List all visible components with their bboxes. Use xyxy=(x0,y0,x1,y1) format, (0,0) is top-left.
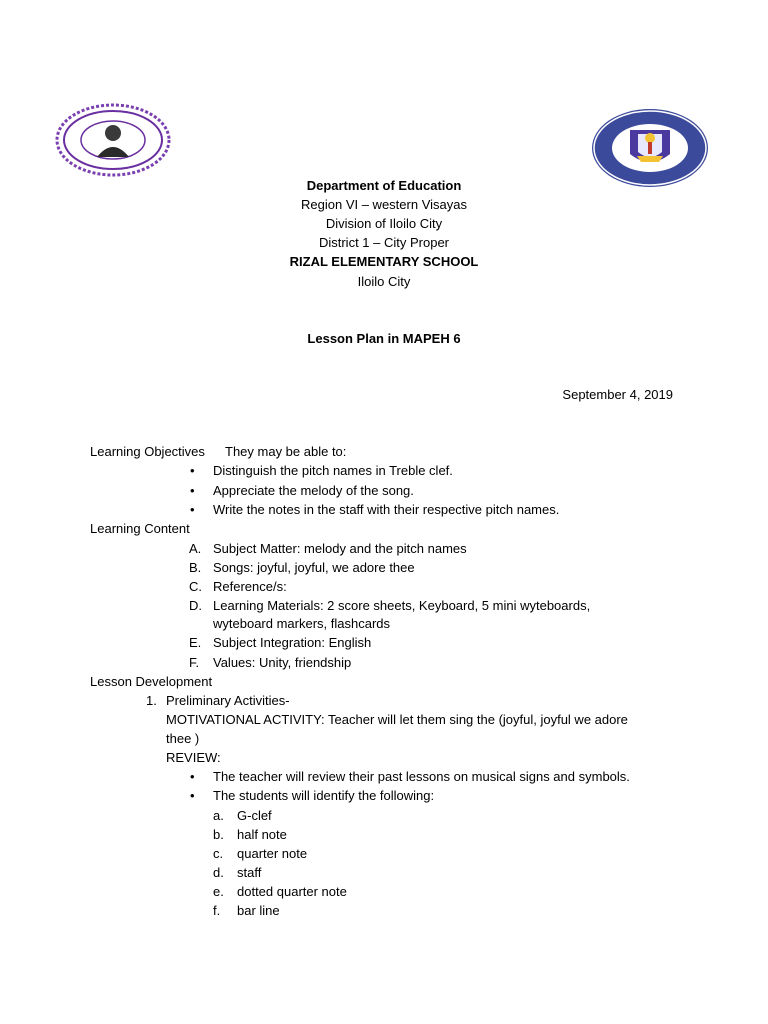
review-item: The students will identify the following: xyxy=(213,788,435,803)
review-item: The teacher will review their past lessons on musical signs and symbols. xyxy=(213,769,630,784)
objective-item: Appreciate the melody of the song. xyxy=(213,483,414,498)
content-item: Subject Integration: English xyxy=(213,635,372,650)
identify-item: bar line xyxy=(237,903,280,918)
motivational-activity-continuation: thee ) xyxy=(166,731,200,746)
identify-item: dotted quarter note xyxy=(237,884,347,899)
bullet-icon: • xyxy=(190,483,195,498)
development-label: Lesson Development xyxy=(90,674,213,689)
header-school-name: RIZAL ELEMENTARY SCHOOL xyxy=(289,254,479,269)
identify-marker: f. xyxy=(213,903,221,918)
content-marker: E. xyxy=(189,635,202,650)
objectives-intro: They may be able to: xyxy=(225,444,347,459)
identify-item: staff xyxy=(237,865,262,880)
content-item-continuation: wyteboard markers, flashcards xyxy=(213,616,391,631)
identify-marker: e. xyxy=(213,884,224,899)
content-marker: A. xyxy=(189,541,202,556)
content-marker: C. xyxy=(189,579,202,594)
content-marker: D. xyxy=(189,598,202,613)
bullet-icon: • xyxy=(190,502,195,517)
objectives-label: Learning Objectives xyxy=(90,444,205,459)
lesson-date: September 4, 2019 xyxy=(562,387,673,402)
identify-item: half note xyxy=(237,827,287,842)
objective-item: Distinguish the pitch names in Treble clef. xyxy=(213,463,453,478)
bullet-icon: • xyxy=(190,769,195,784)
content-marker: F. xyxy=(189,655,200,670)
identify-marker: a. xyxy=(213,808,224,823)
content-item: Reference/s: xyxy=(213,579,287,594)
lesson-plan-title: Lesson Plan in MAPEH 6 xyxy=(307,331,461,346)
identify-marker: c. xyxy=(213,846,224,861)
review-label: REVIEW: xyxy=(166,750,221,765)
header-district: District 1 – City Proper xyxy=(318,235,450,250)
motivational-activity: MOTIVATIONAL ACTIVITY: Teacher will let them sing the (joyful, joyful we adore xyxy=(166,712,628,727)
header-division: Division of Iloilo City xyxy=(325,216,443,231)
content-item: Values: Unity, friendship xyxy=(213,655,352,670)
content-marker: B. xyxy=(189,560,202,575)
bullet-icon: • xyxy=(190,463,195,478)
content-item: Learning Materials: 2 score sheets, Keyboard, 5 mini wyteboards, xyxy=(213,598,591,613)
identify-item: G-clef xyxy=(237,808,272,823)
identify-item: quarter note xyxy=(237,846,308,861)
content-item: Subject Matter: melody and the pitch names xyxy=(213,541,467,556)
step-label: Preliminary Activities- xyxy=(166,693,290,708)
identify-marker: d. xyxy=(213,865,224,880)
objective-item: Write the notes in the staff with their respective pitch names. xyxy=(213,502,560,517)
identify-marker: b. xyxy=(213,827,224,842)
header-city: Iloilo City xyxy=(357,274,411,289)
bullet-icon: • xyxy=(190,788,195,803)
content-label: Learning Content xyxy=(90,521,190,536)
content-item: Songs: joyful, joyful, we adore thee xyxy=(213,560,415,575)
rizal-school-seal-logo xyxy=(55,103,171,177)
step-marker: 1. xyxy=(146,693,157,708)
header-department: Department of Education xyxy=(306,178,462,193)
header-region: Region VI – western Visayas xyxy=(301,197,467,212)
